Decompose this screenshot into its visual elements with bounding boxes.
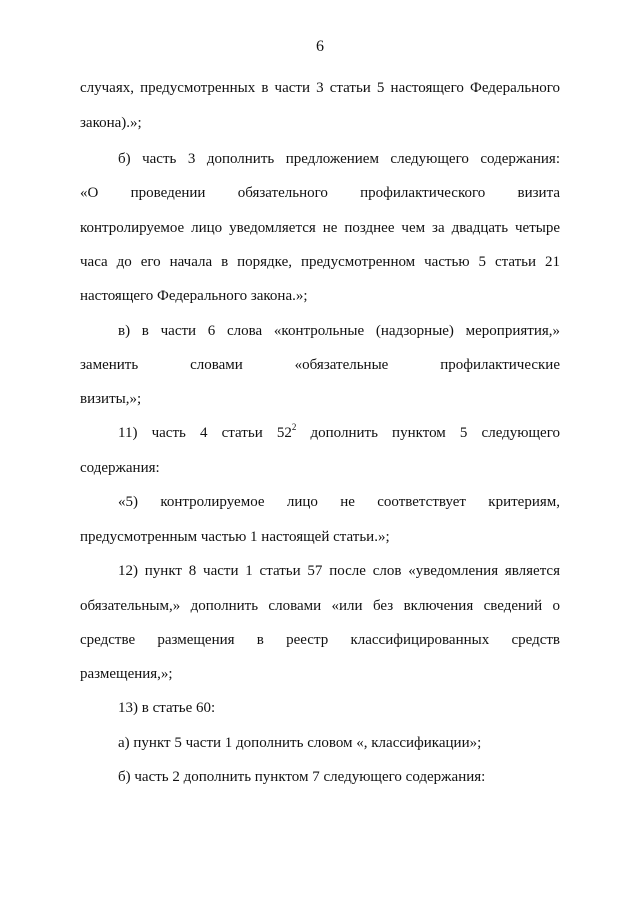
text-segment: 11) часть 4 статьи 52 bbox=[118, 425, 292, 441]
superscript: 2 bbox=[291, 422, 297, 432]
text-line: содержания: bbox=[80, 460, 160, 476]
page-number: 6 bbox=[316, 38, 324, 55]
text-line: закона).»; bbox=[80, 115, 142, 131]
text-line: 12) пункт 8 части 1 статьи 57 после слов «уведомления является bbox=[118, 563, 560, 579]
text-line: настоящего Федерального закона.»; bbox=[80, 288, 308, 304]
text-line: визиты,»; bbox=[80, 391, 142, 407]
text-line: контролируемое лицо уведомляется не позднее чем за двадцать четыре bbox=[80, 220, 560, 236]
text-line: «О проведении обязательного профилактического визита bbox=[80, 185, 560, 201]
text-line: а) пункт 5 части 1 дополнить словом «, классификации»; bbox=[118, 735, 482, 751]
text-line: обязательным,» дополнить словами «или без включения сведений о bbox=[80, 598, 560, 614]
text-line: в) в части 6 слова «контрольные (надзорные) мероприятия,» bbox=[118, 323, 560, 339]
text-line: 13) в статье 60: bbox=[118, 700, 216, 716]
text-line: «5) контролируемое лицо не соответствует критериям, bbox=[118, 494, 560, 510]
text-line: средстве размещения в реестр классифицированных средств bbox=[80, 632, 560, 648]
text-line: предусмотренным частью 1 настоящей статьи.»; bbox=[80, 529, 390, 545]
text-line: размещения,»; bbox=[80, 666, 173, 682]
text-line: случаях, предусмотренных в части 3 статьи 5 настоящего Федерального bbox=[80, 80, 560, 96]
text-line: заменить словами «обязательные профилактические bbox=[80, 357, 560, 373]
text-line-with-superscript bbox=[118, 424, 560, 442]
text-segment: дополнить пунктом 5 следующего bbox=[296, 425, 560, 441]
text-line: б) часть 3 дополнить предложением следующего содержания: bbox=[118, 151, 560, 167]
text-line: часа до его начала в порядке, предусмотренном частью 5 статьи 21 bbox=[80, 254, 560, 270]
text-line: б) часть 2 дополнить пунктом 7 следующего содержания: bbox=[118, 769, 486, 785]
